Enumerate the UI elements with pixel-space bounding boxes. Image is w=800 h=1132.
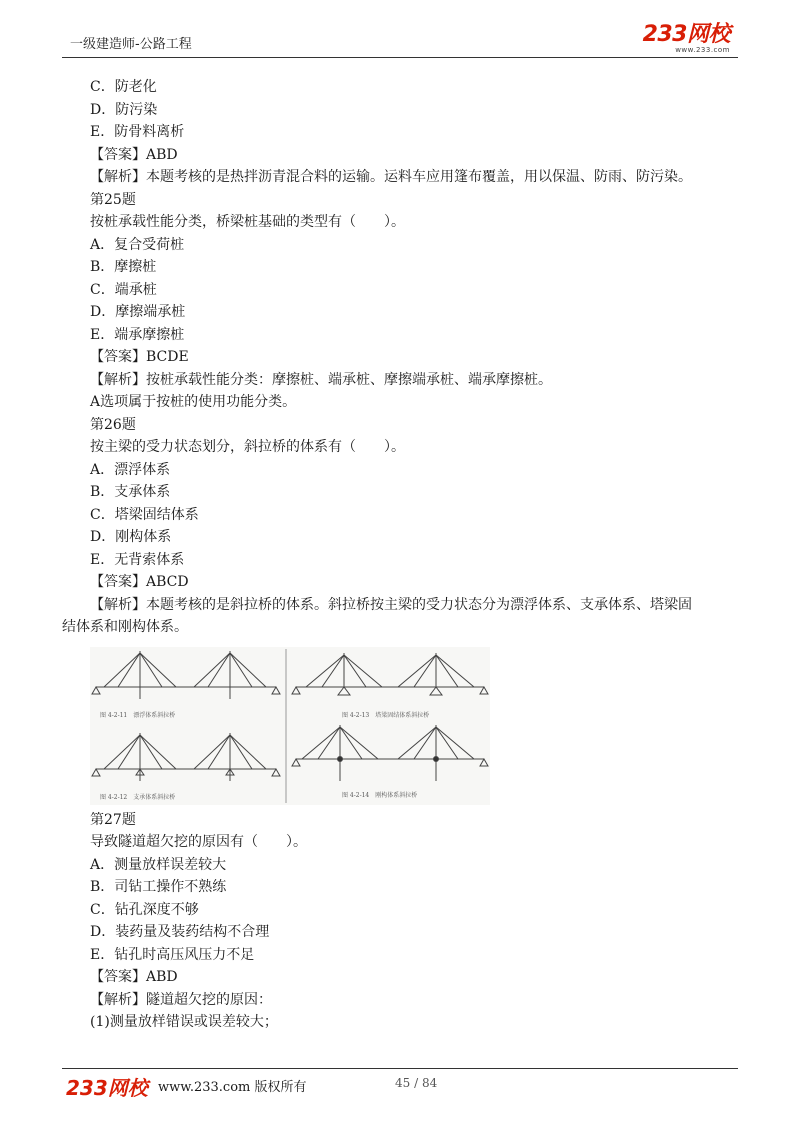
analysis-line: 【解析】本题考核的是热拌沥青混合料的运输。运料车应用篷布覆盖，用以保温、防雨、防污染。 <box>90 169 692 185</box>
caption-3: 图 4-2-13 塔梁固结体系斜拉桥 <box>342 711 430 719</box>
logo-url: www.233.com <box>675 46 730 54</box>
option-line: D．装药量及装药结构不合理 <box>90 924 270 940</box>
question-stem: 导致隧道超欠挖的原因有（ ）。 <box>90 834 307 850</box>
header-divider <box>62 57 738 58</box>
question-number: 第27题 <box>90 811 136 828</box>
page-number: 45 / 84 <box>395 1076 438 1090</box>
footer-logo[interactable]: 233网校 <box>66 1076 148 1100</box>
brand-logo[interactable] <box>643 24 730 54</box>
answer-line: 【答案】ABD <box>90 146 178 163</box>
text-line: D．防污染 <box>90 101 158 118</box>
answer-line: 【答案】ABCD <box>90 574 189 590</box>
page-header <box>62 24 738 58</box>
option-line: A．漂浮体系 <box>90 461 171 478</box>
header-title: 一级建造师-公路工程 <box>70 37 192 52</box>
option-line: C．塔梁固结体系 <box>90 506 199 523</box>
footer-site-link[interactable]: www.233.com 版权所有 <box>158 1080 307 1095</box>
answer-line: 【答案】ABD <box>90 969 178 985</box>
bridge-diagrams <box>90 647 490 805</box>
caption-2: 图 4-2-12 支承体系斜拉桥 <box>100 793 176 801</box>
option-line: E．钻孔时高压风压力不足 <box>90 946 255 963</box>
footer-divider <box>62 1068 738 1069</box>
option-line: B．摩擦桩 <box>90 259 157 275</box>
text-line: A选项属于按桩的使用功能分类。 <box>90 394 297 410</box>
cable-stayed-bridge-figure <box>90 647 490 805</box>
option-line: C．端承桩 <box>90 281 157 298</box>
analysis-line: 【解析】隧道超欠挖的原因： <box>90 991 272 1008</box>
answer-line: 【答案】BCDE <box>90 349 189 365</box>
option-line: A．测量放样误差较大 <box>90 856 227 873</box>
analysis-line: 【解析】本题考核的是斜拉桥的体系。斜拉桥按主梁的受力状态分为漂浮体系、支承体系、塔梁固 <box>90 596 692 613</box>
analysis-line-wrap: 结体系和刚构体系。 <box>62 619 188 635</box>
question-number: 第26题 <box>90 416 136 433</box>
caption-4: 图 4-2-14 刚构体系斜拉桥 <box>342 791 418 799</box>
option-line: D．刚构体系 <box>90 529 172 545</box>
caption-1: 图 4-2-11 漂浮体系斜拉桥 <box>100 711 176 719</box>
logo-text: 233网校 <box>642 22 730 47</box>
option-line: E．端承摩擦桩 <box>90 326 185 343</box>
text-line: E．防骨料离析 <box>90 124 185 140</box>
analysis-line: 【解析】按桩承载性能分类：摩擦桩、端承桩、摩擦端承桩、端承摩擦桩。 <box>90 371 552 388</box>
question-stem: 按桩承载性能分类，桥梁桩基础的类型有（ ）。 <box>90 214 405 230</box>
text-line: (1)测量放样错误或误差较大； <box>90 1014 278 1030</box>
option-line: B．支承体系 <box>90 484 171 500</box>
question-number: 第25题 <box>90 191 136 208</box>
option-line: E．无背索体系 <box>90 551 185 568</box>
option-line: C．钻孔深度不够 <box>90 901 199 918</box>
option-line: D．摩擦端承桩 <box>90 304 186 320</box>
document-body <box>62 76 750 1034</box>
text-line: C．防老化 <box>90 79 157 95</box>
question-stem: 按主梁的受力状态划分，斜拉桥的体系有（ ）。 <box>90 439 405 455</box>
page-footer <box>62 1072 738 1100</box>
option-line: A．复合受荷桩 <box>90 236 185 253</box>
option-line: B．司钻工操作不熟练 <box>90 879 227 895</box>
